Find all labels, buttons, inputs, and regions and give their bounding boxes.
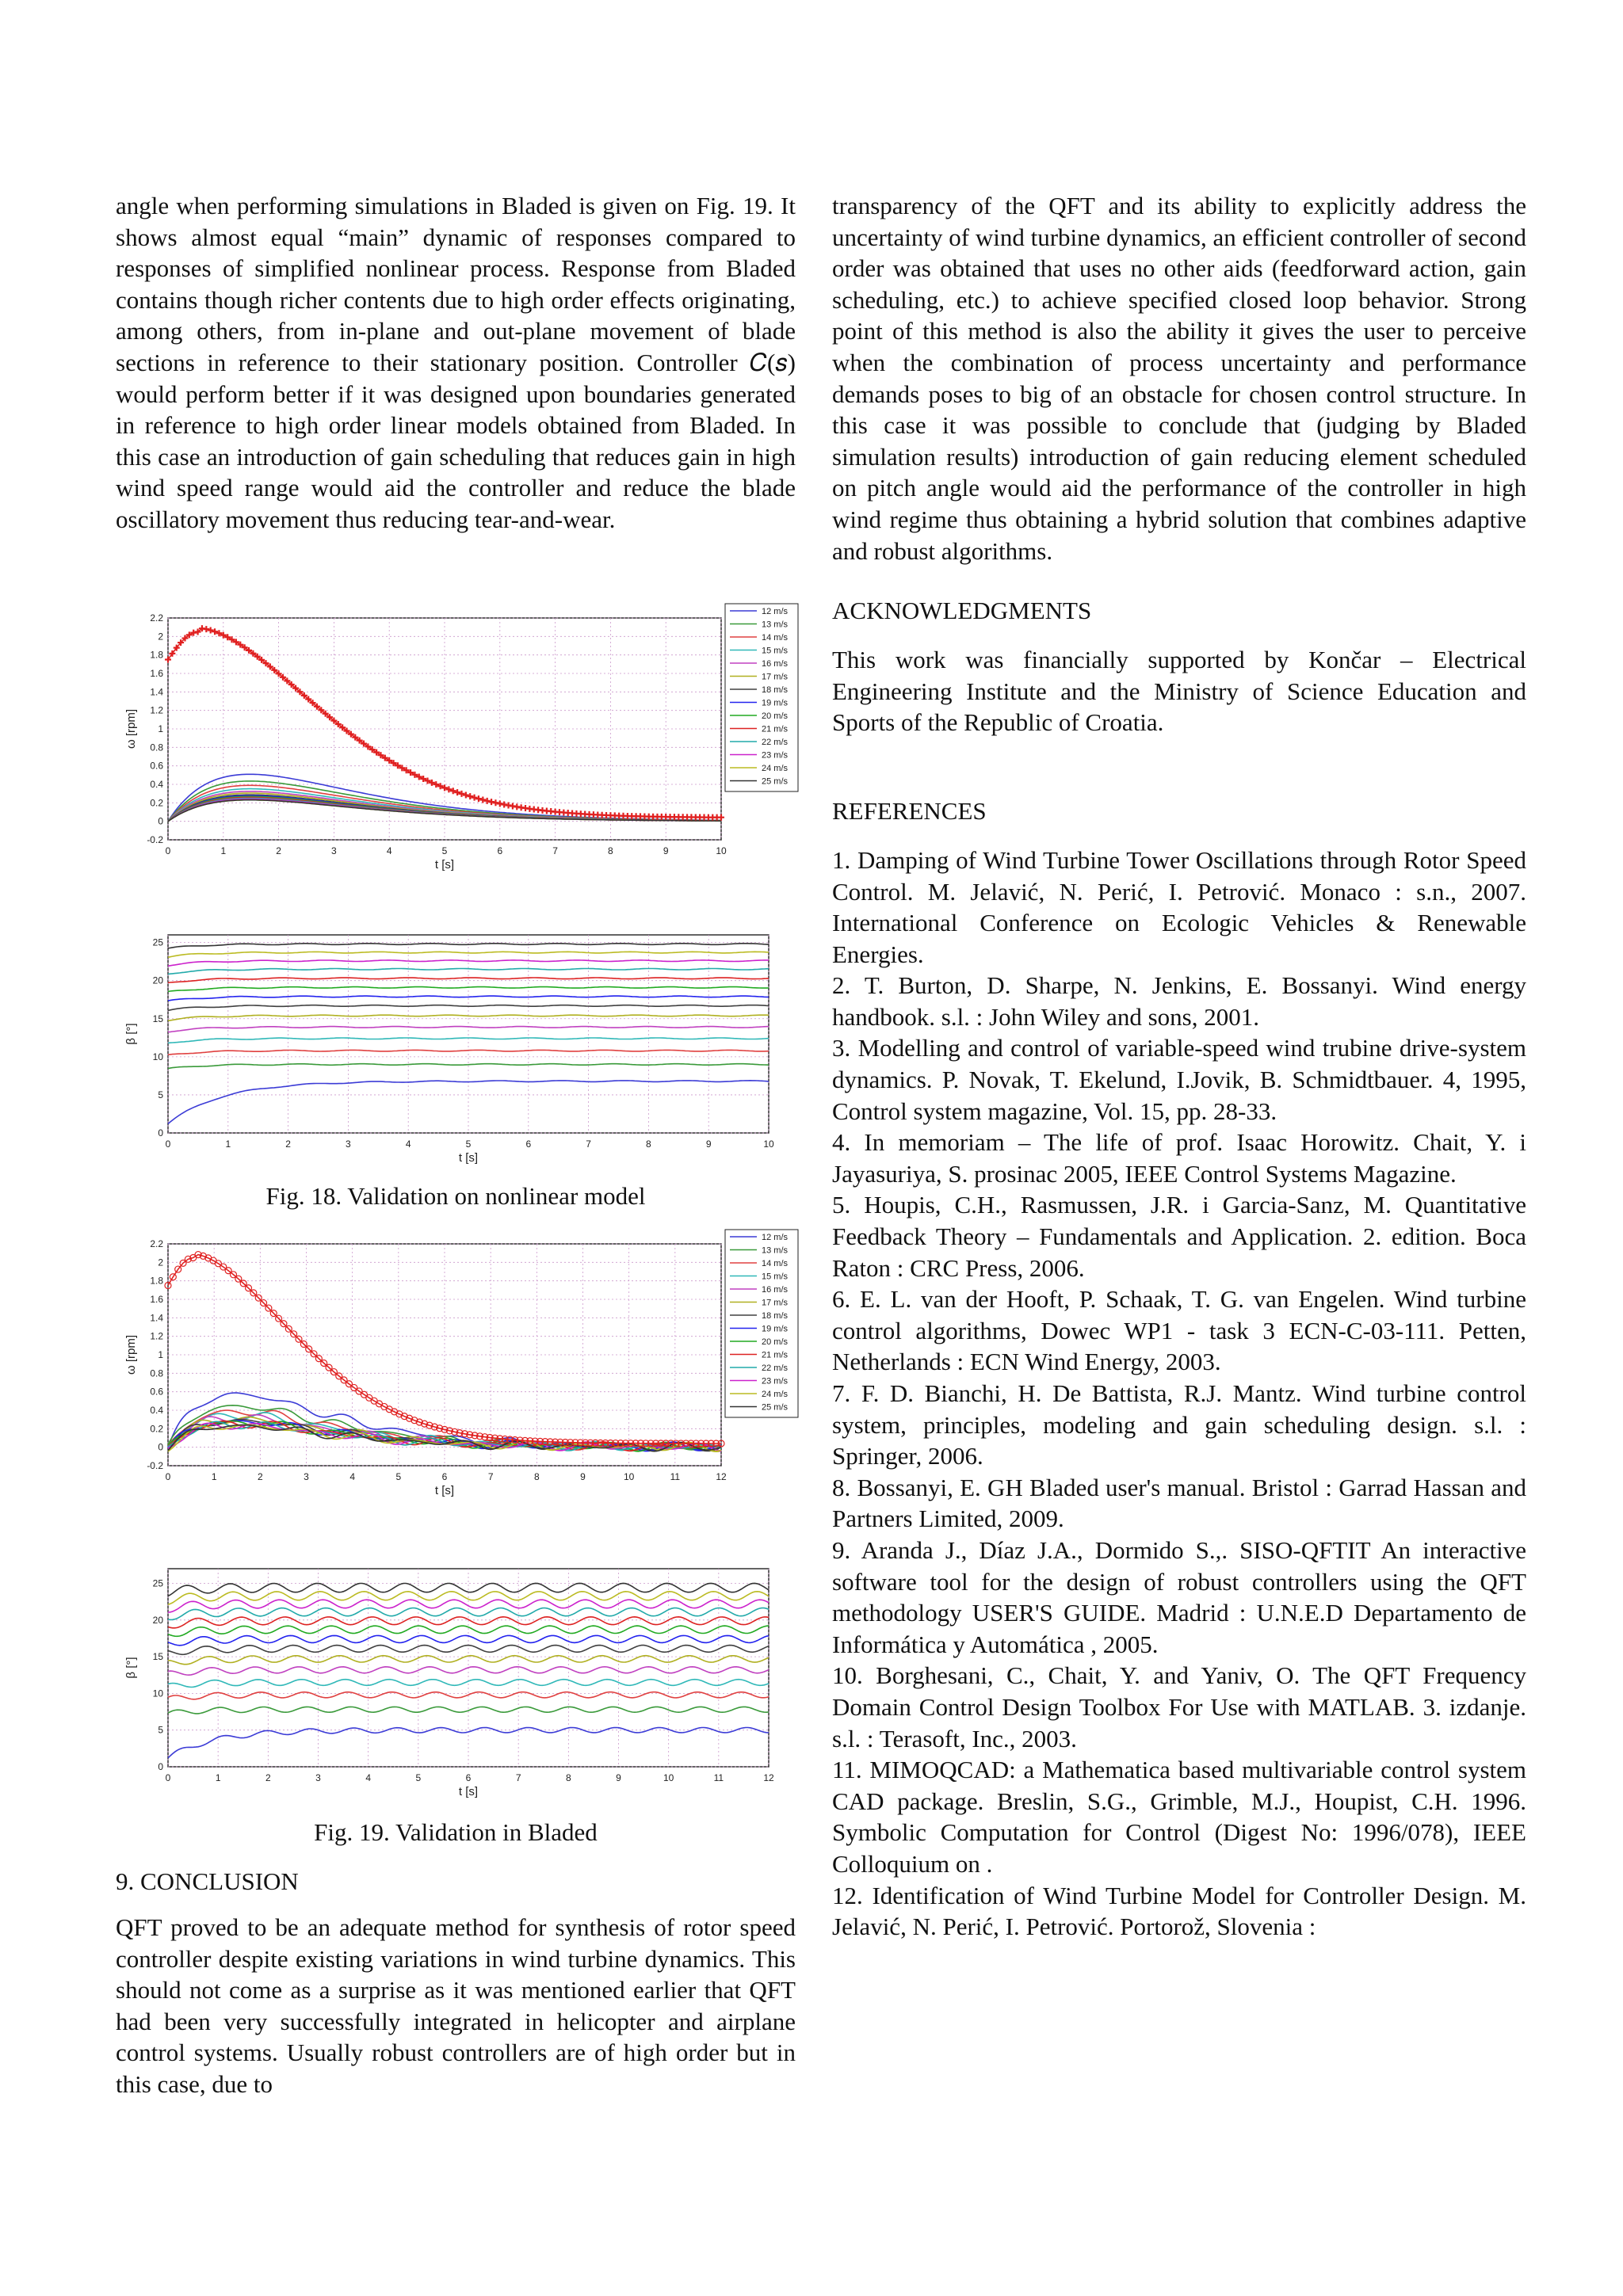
y-tick-label: 0 [158,1127,163,1138]
y-axis-label: β [°] [124,1657,138,1679]
legend-label: 23 m/s [762,750,789,761]
legend-label: 16 m/s [762,1285,789,1295]
y-tick-label: 1 [158,723,163,734]
legend-label: 20 m/s [762,711,789,721]
legend-label: 15 m/s [762,1272,789,1282]
paragraph-bladed-validation: angle when performing simulations in Bladed is given on Fig. 19. It shows almost equal “main” dynamic of responses compared to responses of simplified nonlinear process. Response from Bladed contains though richer contents due to high order effects originating, among others, from in-plane and out-plane movement of blade sections in reference to their stationary position. Controller 𝐶(𝑠) would perform better if it was designed upon boundaries generated in reference to high order linear models obtained from Bladed. In this case an introduction of gain scheduling that reduces gain in high wind speed range would aid the controller and reduce the blade oscillatory movement thus reducing tear-and-wear. [116,192,796,533]
fig18-omega-chart [119,602,800,879]
x-tick-label: 6 [497,845,503,856]
legend-label: 14 m/s [762,1259,789,1268]
x-tick-label: 7 [515,1772,521,1783]
x-tick-label: 1 [225,1138,231,1150]
references-list [832,845,1526,1943]
x-tick-label: 2 [257,1471,263,1482]
y-tick-label: 0.4 [150,1405,163,1416]
y-tick-label: 0.2 [150,797,163,809]
reference-item: 4. In memoriam – The life of prof. Isaac Horowitz. Chait, Y. i Jayasuriya, S. prosinac 2005, IEEE Control Systems Magazine. [832,1128,1526,1188]
x-tick-label: 8 [646,1138,651,1150]
y-tick-label: 0 [158,815,163,827]
x-tick-label: 5 [415,1772,422,1783]
legend-label: 21 m/s [762,724,789,734]
y-axis-label: ω [rpm] [124,708,138,749]
x-axis-label: t [s] [434,858,455,871]
x-tick-label: 4 [405,1138,411,1150]
x-tick-label: 9 [663,845,669,856]
x-tick-label: 4 [386,845,392,856]
x-tick-label: 1 [211,1471,217,1482]
x-tick-label: 5 [465,1138,472,1150]
y-axis-label: β [°] [124,1023,138,1045]
y-tick-label: -0.2 [147,1460,163,1471]
reference-item: 8. Bossanyi, E. GH Bladed user's manual. Bristol : Garrad Hassan and Partners Limited, 2009. [832,1473,1526,1533]
reference-item: 12. Identification of Wind Turbine Model for Controller Design. M. Jelavić, N. Perić, I. Petrović. Portorož, Slovenia : [832,1881,1526,1941]
y-tick-label: 2.2 [150,612,163,624]
y-tick-label: 1.6 [150,1294,163,1305]
x-tick-label: 2 [276,845,281,856]
y-tick-label: 1.2 [150,704,163,716]
x-tick-label: 4 [349,1471,356,1482]
x-tick-label: 6 [525,1138,532,1150]
legend-label: 24 m/s [762,1390,789,1399]
ack-heading: ACKNOWLEDGMENTS [832,597,1092,625]
legend-label: 23 m/s [762,1376,789,1386]
x-tick-label: 10 [663,1772,674,1783]
fig18-caption: Fig. 18. Validation on nonlinear model [265,1182,646,1210]
reference-item: 6. E. L. van der Hooft, P. Schaak, T. G. van Engelen. Wind turbine control algorithms, Dowec WP1 - task 3 ECN-C-03-111. Petten, Netherlands : ECN Wind Energy, 2003. [832,1285,1526,1376]
x-tick-label: 8 [608,845,613,856]
y-tick-label: 10 [152,1688,163,1699]
fig18-caption-wrap [116,1182,796,1211]
right-column [832,190,1526,1943]
legend-label: 12 m/s [762,607,789,616]
conclusion-section [116,1866,796,2100]
y-tick-label: 1.4 [150,686,163,698]
legend-label: 19 m/s [762,1324,789,1334]
y-tick-label: 20 [152,1614,163,1626]
y-tick-label: 25 [152,936,163,948]
y-tick-label: 0 [158,1441,163,1453]
x-tick-label: 3 [315,1772,321,1783]
y-tick-label: 2.2 [150,1238,163,1249]
x-tick-label: 12 [716,1471,727,1482]
y-axis-label: ω [rpm] [124,1334,138,1375]
y-tick-label: -0.2 [147,834,163,845]
legend-label: 21 m/s [762,1350,789,1360]
x-tick-label: 1 [215,1772,221,1783]
legend-label: 25 m/s [762,1402,789,1413]
y-tick-label: 15 [152,1651,163,1663]
y-tick-label: 20 [152,974,163,986]
y-tick-label: 1.2 [150,1330,163,1342]
references-heading: REFERENCES [832,796,987,825]
fig19-caption: Fig. 19. Validation in Bladed [314,1818,598,1846]
y-tick-label: 0 [158,1761,163,1772]
x-tick-label: 5 [441,845,448,856]
x-tick-label: 9 [705,1138,712,1150]
x-tick-label: 8 [533,1471,540,1482]
x-tick-label: 8 [565,1772,571,1783]
x-tick-label: 7 [552,845,558,856]
x-tick-label: 2 [265,1772,271,1783]
y-tick-label: 10 [152,1051,163,1062]
y-tick-label: 15 [152,1013,163,1024]
legend-label: 18 m/s [762,1311,789,1321]
legend-label: 24 m/s [762,764,789,773]
reference-item: 2. T. Burton, D. Sharpe, N. Jenkins, E. Bossanyi. Wind energy handbook. s.l. : John Wiley and sons, 2001. [832,971,1526,1031]
y-tick-label: 1.8 [150,1275,163,1287]
reference-item: 10. Borghesani, C., Chait, Y. and Yaniv, O. The QFT Frequency Domain Control Design Toolbox For Use with MATLAB. 3. izdanje. s.l. : Terasoft, Inc., 2003. [832,1661,1526,1753]
conclusion-text: QFT proved to be an adequate method for synthesis of rotor speed controller despite existing variations in wind turbine dynamics. This should not come as a surprise as it was mentioned earlier that QFT had been very successfully integrated in helicopter and airplane control systems. Usually robust controllers are of high order but in this case, due to [116,1913,796,2098]
fig19-caption-wrap [116,1818,796,1847]
y-tick-label: 1.6 [150,668,163,679]
fig18-beta-chart [119,919,800,1173]
legend-label: 22 m/s [762,1363,789,1373]
x-tick-label: 6 [441,1471,448,1482]
y-tick-label: 1 [158,1349,163,1360]
y-tick-label: 1.8 [150,649,163,661]
reference-item: 7. F. D. Bianchi, H. De Battista, R.J. Mantz. Wind turbine control system, principles, modeling and gain scheduling design. s.l. : Springer, 2006. [832,1379,1526,1470]
x-axis-label: t [s] [458,1785,479,1798]
x-tick-label: 3 [331,845,337,856]
x-tick-label: 0 [165,845,171,856]
x-tick-label: 0 [165,1138,171,1150]
legend-label: 17 m/s [762,1298,789,1308]
left-column [116,190,796,536]
y-tick-label: 0.2 [150,1423,163,1435]
x-axis-label: t [s] [458,1151,479,1165]
reference-item: 1. Damping of Wind Turbine Tower Oscillations through Rotor Speed Control. M. Jelavić, N. Perić, I. Petrović. Monaco : s.n., 2007. International Conference on Ecologic Vehicles & Renewable Energies. [832,845,1526,968]
legend-label: 14 m/s [762,633,789,643]
fig19-omega-chart [119,1228,800,1505]
legend-label: 17 m/s [762,672,789,682]
y-tick-label: 0.4 [150,779,163,790]
y-tick-label: 0.6 [150,1386,163,1398]
y-tick-label: 2 [158,1257,163,1268]
x-axis-label: t [s] [434,1484,455,1497]
legend-label: 25 m/s [762,776,789,787]
legend-label: 12 m/s [762,1233,789,1242]
legend-label: 16 m/s [762,659,789,669]
x-tick-label: 6 [465,1772,472,1783]
y-tick-label: 5 [158,1724,163,1736]
legend-label: 22 m/s [762,738,789,747]
x-tick-label: 12 [763,1772,774,1783]
reference-item: 11. MIMOQCAD: a Mathematica based multivariable control system CAD package. Breslin, S.G., Grimble, M.J., Houpist, C.H. 1996. Symbolic Computation for Control (Digest No: 1996/078), IEEE Colloquium on . [832,1756,1526,1878]
x-tick-label: 0 [165,1471,171,1482]
y-tick-label: 0.8 [150,742,163,753]
x-tick-label: 9 [580,1471,586,1482]
x-tick-label: 0 [165,1772,171,1783]
x-tick-label: 7 [487,1471,494,1482]
y-tick-label: 0.6 [150,760,163,772]
legend-label: 13 m/s [762,620,789,630]
x-tick-label: 1 [220,845,227,856]
reference-item: 9. Aranda J., Díaz J.A., Dormido S.,. SISO-QFTIT An interactive software tool for the design of robust controllers using the QFT methodology USER'S GUIDE. Madrid : U.N.E.D Departamento de Informática y Automática , 2005. [832,1535,1526,1658]
legend-label: 15 m/s [762,646,789,656]
y-tick-label: 0.8 [150,1367,163,1379]
x-tick-label: 9 [616,1772,621,1783]
y-tick-label: 1.4 [150,1312,163,1324]
conclusion-continuation: transparency of the QFT and its ability to explicitly address the uncertainty of wind turbine dynamics, an efficient controller of second order was obtained that uses no other aids (feedforward action, gain scheduling, etc.) to achieve specified closed loop behavior. Strong point of this method is also the ability it gives the user to perceive when the combination of process uncertainty and performance demands poses to big of an obstacle for chosen control structure. In this case it was possible to conclude that (judging by Bladed simulation results) introduction of gain reducing element scheduled on pitch angle would aid the performance of the controller in high wind regime thus obtaining a hybrid solution that combines adaptive and robust algorithms. [832,192,1526,565]
legend-label: 19 m/s [762,698,789,708]
x-tick-label: 11 [713,1772,724,1783]
x-tick-label: 10 [763,1138,774,1150]
legend-label: 18 m/s [762,685,789,695]
reference-item: 3. Modelling and control of variable-speed wind trubine drive-system dynamics. P. Novak, T. Ekelund, I.Jovik, B. Schmidtbauer. 4, 1995, Control system magazine, Vol. 15, pp. 28-33. [832,1034,1526,1125]
y-tick-label: 5 [158,1089,163,1100]
x-tick-label: 4 [365,1772,372,1783]
x-tick-label: 11 [670,1471,681,1482]
x-tick-label: 10 [716,845,727,856]
conclusion-heading: 9. CONCLUSION [116,1867,299,1895]
x-tick-label: 7 [586,1138,591,1150]
ack-text: This work was financially supported by Končar – Electrical Engineering Institute and the Ministry of Science Education and Sports of the Republic of Croatia. [832,646,1526,737]
x-tick-label: 5 [395,1471,402,1482]
x-tick-label: 3 [304,1471,309,1482]
legend-label: 13 m/s [762,1245,789,1256]
legend-label: 20 m/s [762,1337,789,1347]
x-tick-label: 2 [285,1138,291,1150]
x-tick-label: 10 [623,1471,635,1482]
fig19-beta-chart [119,1553,800,1806]
y-tick-label: 25 [152,1577,163,1589]
y-tick-label: 2 [158,631,163,643]
reference-item: 5. Houpis, C.H., Rasmussen, J.R. i Garcia-Sanz, M. Quantitative Feedback Theory – Fundamentals and Application. 2. edition. Boca Raton : CRC Press, 2006. [832,1191,1526,1282]
x-tick-label: 3 [346,1138,351,1150]
